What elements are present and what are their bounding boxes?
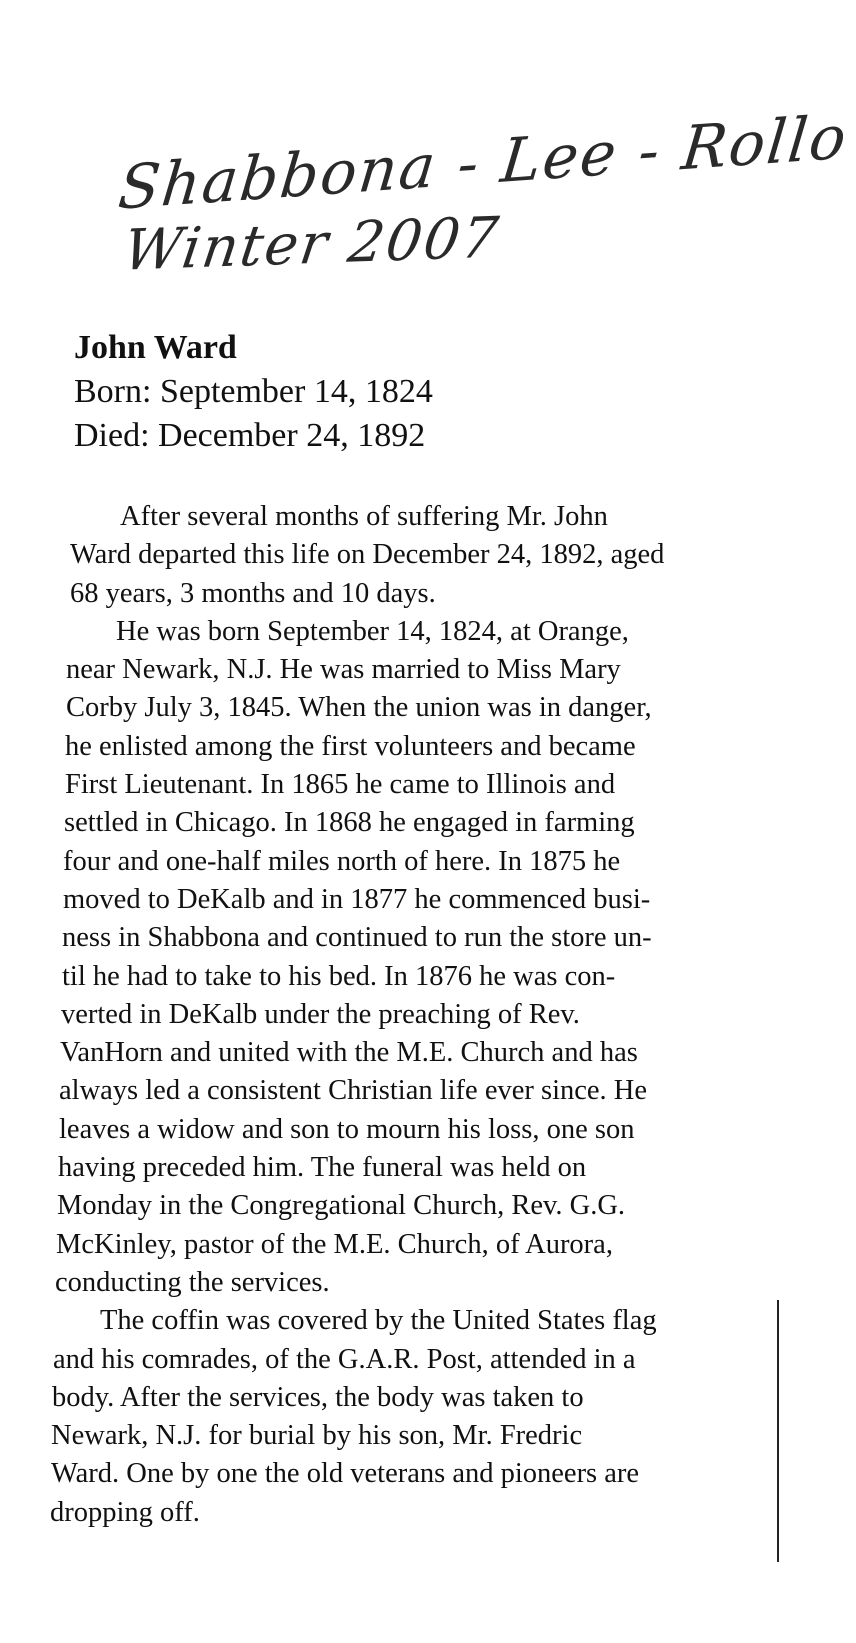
text-line: Monday in the Congregational Church, Rev. G.G. — [57, 1190, 626, 1222]
text-line: leaves a widow and son to mourn his loss, one son — [59, 1113, 635, 1145]
obituary-header — [74, 326, 774, 458]
handwritten-source-note: Shabbona - Lee - Rollo — [115, 102, 852, 224]
text-line: VanHorn and united with the M.E. Church and has — [60, 1037, 638, 1069]
birth-date: Born: September 14, 1824 — [74, 373, 433, 410]
text-line: near Newark, N.J. He was married to Miss Mary — [66, 654, 621, 686]
text-line: he enlisted among the first volunteers and became — [65, 730, 636, 762]
text-line: dropping off. — [50, 1496, 200, 1528]
text-line: always led a consistent Christian life ever since. He — [59, 1075, 648, 1107]
text-line: ness in Shabbona and continued to run the store un- — [62, 922, 652, 954]
text-line: First Lieutenant. In 1865 he came to Illinois and — [65, 769, 616, 801]
text-line: After several months of suffering Mr. John — [120, 501, 608, 532]
deceased-name: John Ward — [74, 329, 237, 366]
paragraph-3 — [50, 1302, 790, 1532]
text-line: settled in Chicago. In 1868 he engaged in farming — [64, 807, 635, 839]
text-line: til he had to take to his bed. In 1876 he was con- — [62, 960, 616, 992]
death-date: Died: December 24, 1892 — [74, 417, 426, 454]
handwritten-date-note: Winter 2007 — [119, 205, 504, 284]
text-line: The coffin was covered by the United States flag — [100, 1305, 657, 1337]
text-line: He was born September 14, 1824, at Orange, — [116, 615, 629, 647]
text-line: body. After the services, the body was taken to — [52, 1381, 584, 1413]
text-line: conducting the services. — [55, 1266, 330, 1298]
obituary-body — [50, 498, 790, 1532]
text-line: Ward departed this life on December 24, 1892, aged — [70, 539, 665, 571]
text-line: Newark, N.J. for burial by his son, Mr. Fredric — [51, 1420, 583, 1452]
paragraph-1 — [50, 498, 790, 613]
text-line: having preceded him. The funeral was held on — [58, 1152, 587, 1184]
text-line: verted in DeKalb under the preaching of Rev. — [61, 998, 580, 1030]
text-line: 68 years, 3 months and 10 days. — [70, 577, 436, 609]
text-line: McKinley, pastor of the M.E. Church, of Aurora, — [56, 1228, 613, 1260]
paragraph-2 — [50, 613, 790, 1302]
text-line: four and one-half miles north of here. In 1875 he — [63, 845, 621, 877]
text-line: and his comrades, of the G.A.R. Post, attended in a — [53, 1343, 636, 1375]
text-line: Corby July 3, 1845. When the union was in danger, — [66, 692, 652, 724]
margin-rule-line — [777, 1300, 779, 1562]
text-line: Ward. One by one the old veterans and pioneers are — [51, 1458, 640, 1490]
text-line: moved to DeKalb and in 1877 he commenced busi- — [63, 883, 651, 915]
